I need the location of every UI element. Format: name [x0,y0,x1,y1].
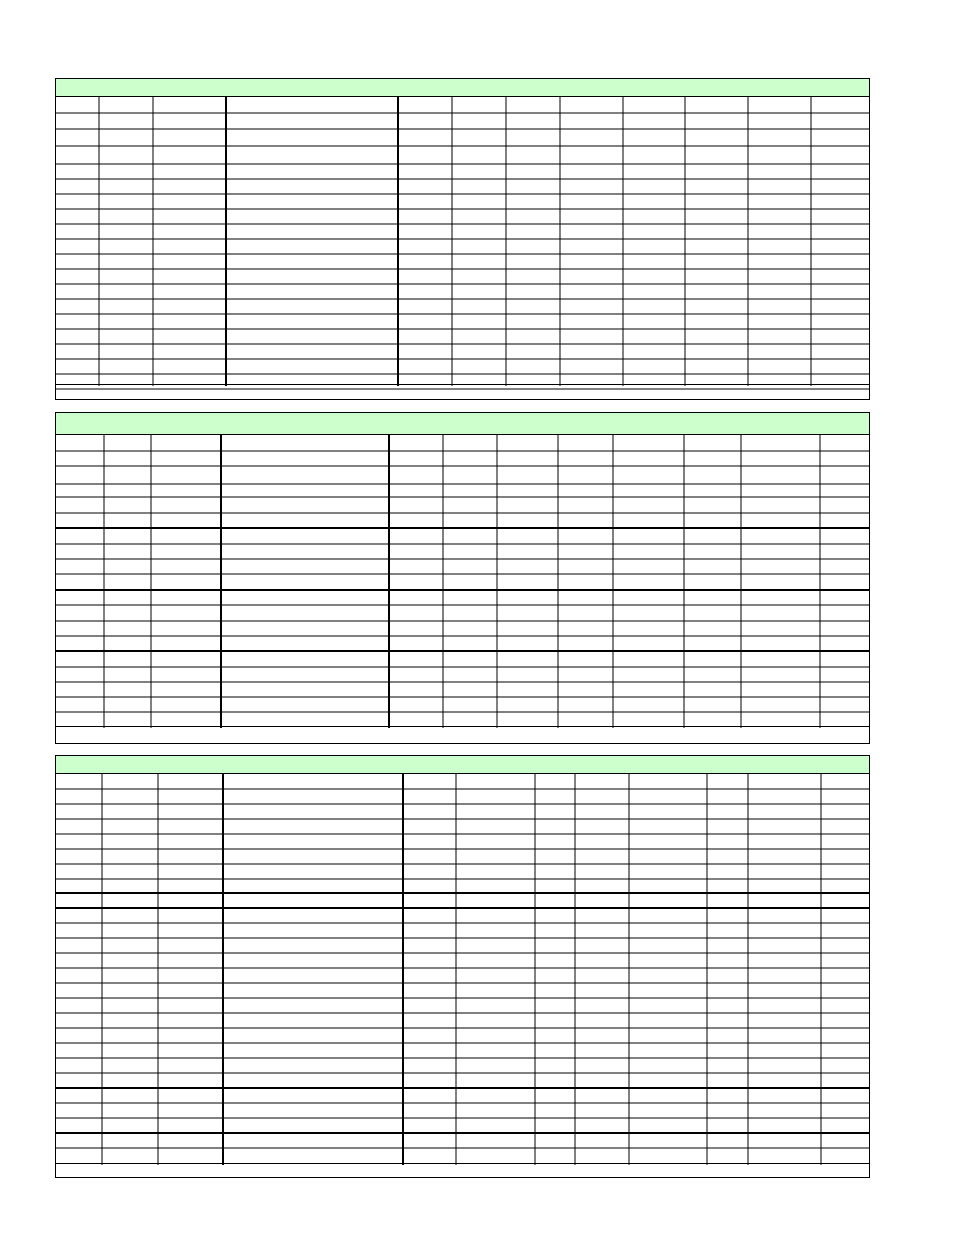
table-1-header-band [56,79,869,97]
table-1-footer-row [56,384,869,399]
table-3-header-band [56,756,869,774]
table-3-grid [56,774,869,1165]
table-2-footer-row [56,726,869,743]
table-3-footer-row [56,1163,869,1177]
table-2-header-band [56,413,869,435]
g1-rules [56,97,869,386]
table-2-grid [56,435,869,728]
spec-table-3 [55,755,870,1178]
spec-table-1 [55,78,870,400]
g3-rules [56,774,869,1165]
table-1-grid [56,97,869,386]
spec-table-2 [55,412,870,744]
g2-rules [56,435,869,728]
